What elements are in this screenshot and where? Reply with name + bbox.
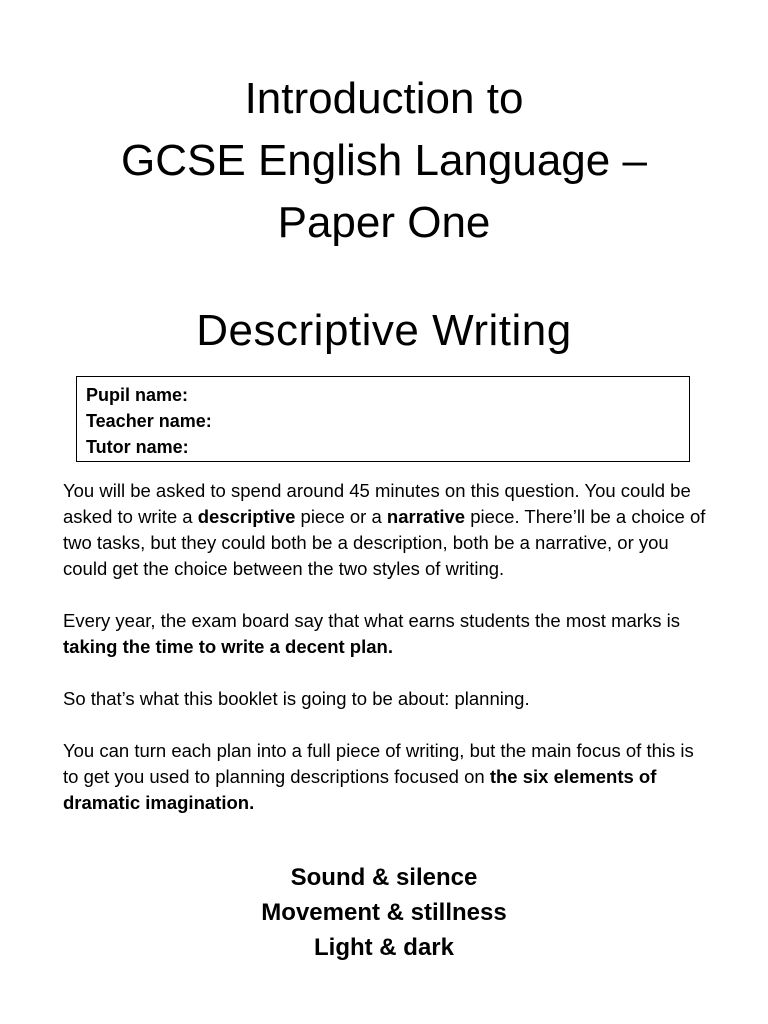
- element-item: Sound & silence: [290, 864, 478, 891]
- elements-list: [0, 860, 768, 965]
- paragraph-intro-text-2: piece or a: [295, 506, 387, 527]
- body-text: [63, 478, 713, 842]
- page-subtitle: Descriptive Writing: [196, 306, 572, 355]
- paragraph-plan-bold: taking the time to write a decent plan.: [63, 636, 393, 657]
- paragraph-focus: [63, 738, 713, 816]
- paragraph-plan-text: Every year, the exam board say that what earns students the most marks is: [63, 610, 680, 631]
- name-box: [76, 376, 690, 462]
- paragraph-booklet: So that’s what this booklet is going to be about: planning.: [63, 688, 530, 709]
- paragraph-focus-text: You can turn each plan into a full piece of writing, but the main focus of this is to get you used to planning descriptions focused on: [63, 740, 694, 787]
- paragraph-intro: [63, 478, 713, 582]
- paragraph-intro-bold-narrative: narrative: [386, 506, 466, 527]
- title-line-1: Introduction to: [244, 74, 524, 123]
- page-title: [0, 68, 768, 254]
- teacher-name-label: Teacher name:: [86, 411, 212, 431]
- title-line-3: Paper One: [277, 198, 491, 247]
- paragraph-intro-text-1: You will be asked to spend around 45 minutes on this question. You could be asked to write a: [63, 480, 691, 527]
- title-line-2: GCSE English Language –: [121, 136, 647, 185]
- paragraph-intro-bold-descriptive: descriptive: [197, 506, 296, 527]
- paragraph-plan: [63, 608, 713, 660]
- pupil-name-label: Pupil name:: [86, 385, 189, 405]
- tutor-name-label: Tutor name:: [86, 437, 189, 457]
- paragraph-intro-text-3: piece. There’ll be a choice of two tasks, but they could both be a description, both be a narrative, or you could get the choice between the two styles of writing.: [63, 506, 706, 579]
- element-item: Movement & stillness: [261, 899, 507, 926]
- element-item: Light & dark: [313, 934, 454, 961]
- paragraph-focus-bold: the six elements of dramatic imagination.: [63, 766, 657, 813]
